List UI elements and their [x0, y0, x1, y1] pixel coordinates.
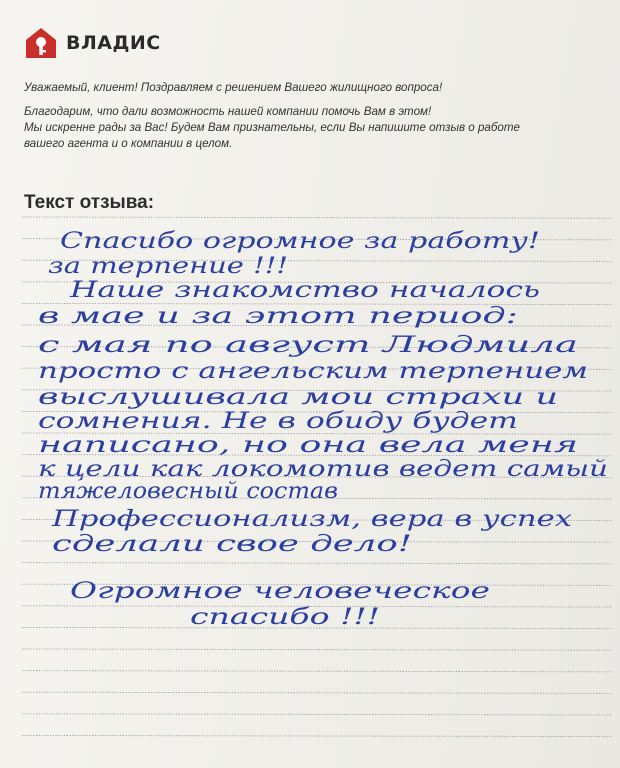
review-heading: Текст отзыва: — [24, 192, 155, 213]
review-line: просто с ангельским терпением — [38, 359, 588, 384]
review-line: Огромное человеческое — [70, 579, 490, 604]
review-line: Профессионализм, вера в успех — [50, 507, 573, 532]
review-line: Наше знакомство началось — [68, 278, 540, 303]
review-line: Спасибо огромное за работу! — [60, 229, 540, 254]
review-line: спасибо !!! — [190, 605, 380, 630]
intro-line-request: Мы искренне рады за Вас! Будем Вам признательны, если Вы напишите отзыв о работе — [24, 121, 520, 134]
intro-line-request-cont: вашего агента и о компании в целом. — [24, 137, 233, 150]
review-line: в мае и за этот период: — [38, 304, 518, 329]
review-line: за терпение !!! — [48, 254, 288, 279]
review-line: с мая по август Людмила — [38, 333, 578, 358]
review-line: написано, но она вела меня — [38, 433, 578, 458]
review-line: выслушивала мои страхи и — [38, 385, 558, 410]
review-line: тяжеловесный состав — [38, 479, 338, 504]
review-line: сомнения. Не в обиду будет — [38, 409, 518, 434]
review-line: к цели как локомотив ведет самый — [38, 457, 608, 482]
brand-name: ВЛАДИС — [66, 32, 161, 54]
intro-line-greeting: Уважаемый, клиент! Поздравляем с решением Вашего жилищного вопроса! — [24, 81, 443, 94]
intro-line-thanks: Благодарим, что дали возможность нашей компании помочь Вам в этом! — [24, 105, 432, 118]
review-line: сделали свое дело! — [52, 532, 412, 557]
